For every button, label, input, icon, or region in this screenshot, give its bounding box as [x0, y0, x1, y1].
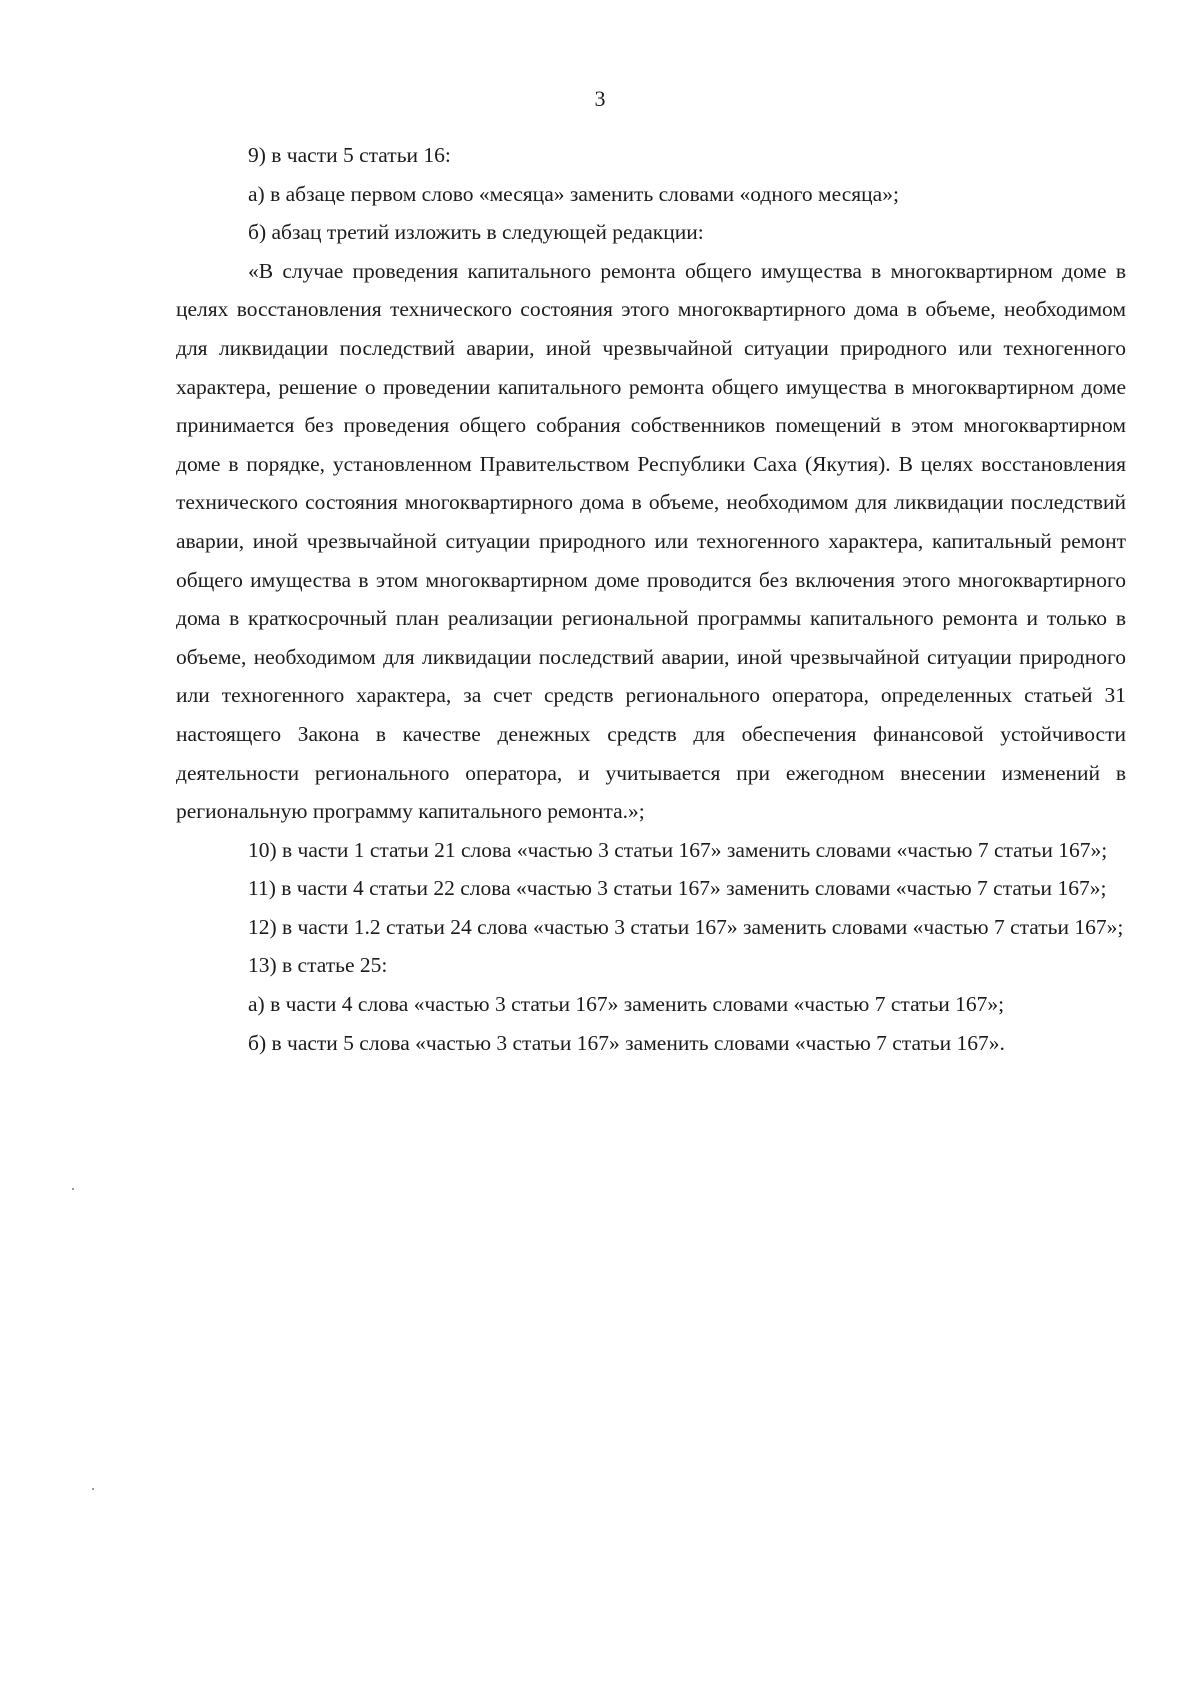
- document-body: [176, 136, 1126, 1062]
- paragraph-item-13-a: а) в части 4 слова «частью 3 статьи 167» заменить словами «частью 7 статьи 167»;: [248, 992, 1005, 1017]
- paragraph-subitem-b: б) абзац третий изложить в следующей редакции:: [248, 220, 704, 245]
- paragraph-quoted-text: «В случае проведения капитального ремонта общего имущества в многоквартирном доме в целях восстановления технического состояния этого многоквартирного дома в объеме, необходимом для ликвидации последствий аварии, иной чрезвычайной ситуации природного или техногенного характера, решение о проведении капитального ремонта общего имущества в многоквартирном доме принимается без проведения общего собрания собственников помещений в этом многоквартирном доме в порядке, установленном Правительством Республики Саха (Якутия). В целях восстановления технического состояния многоквартирного дома в объеме, необходимом для ликвидации последствий аварии, иной чрезвычайной ситуации природного или техногенного характера, капитальный ремонт общего имущества в этом многоквартирном доме проводится без включения этого многоквартирного дома в краткосрочный план реализации региональной программы капитального ремонта и только в объеме, необходимом для ликвидации последствий аварии, иной чрезвычайной ситуации природного или техногенного характера, за счет средств регионального оператора, определенных статьей 31 настоящего Закона в качестве денежных средств для обеспечения финансовой устойчивости деятельности регионального оператора, и учитывается при ежегодном внесении изменений в региональную программу капитального ремонта.»;: [176, 258, 1126, 824]
- scan-speck: [92, 1488, 94, 1490]
- paragraph-item-13: 13) в статье 25:: [248, 953, 388, 978]
- paragraph-item-11: 11) в части 4 статьи 22 слова «частью 3 статьи 167» заменить словами «частью 7 статьи 167»;: [248, 876, 1107, 901]
- page-number: 3: [594, 86, 606, 111]
- paragraph-item-13-b: б) в части 5 слова «частью 3 статьи 167» заменить словами «частью 7 статьи 167».: [248, 1030, 1005, 1055]
- paragraph-item-9: 9) в части 5 статьи 16:: [248, 143, 451, 167]
- paragraph-item-12: 12) в части 1.2 статьи 24 слова «частью 3 статьи 167» заменить словами «частью 7 статьи 167»;: [248, 914, 1124, 939]
- paragraph-item-10: 10) в части 1 статьи 21 слова «частью 3 статьи 167» заменить словами «частью 7 статьи 167»;: [248, 837, 1108, 862]
- paragraph-subitem-a: а) в абзаце первом слово «месяца» заменить словами «одного месяца»;: [248, 181, 899, 206]
- scan-speck: [72, 1188, 74, 1190]
